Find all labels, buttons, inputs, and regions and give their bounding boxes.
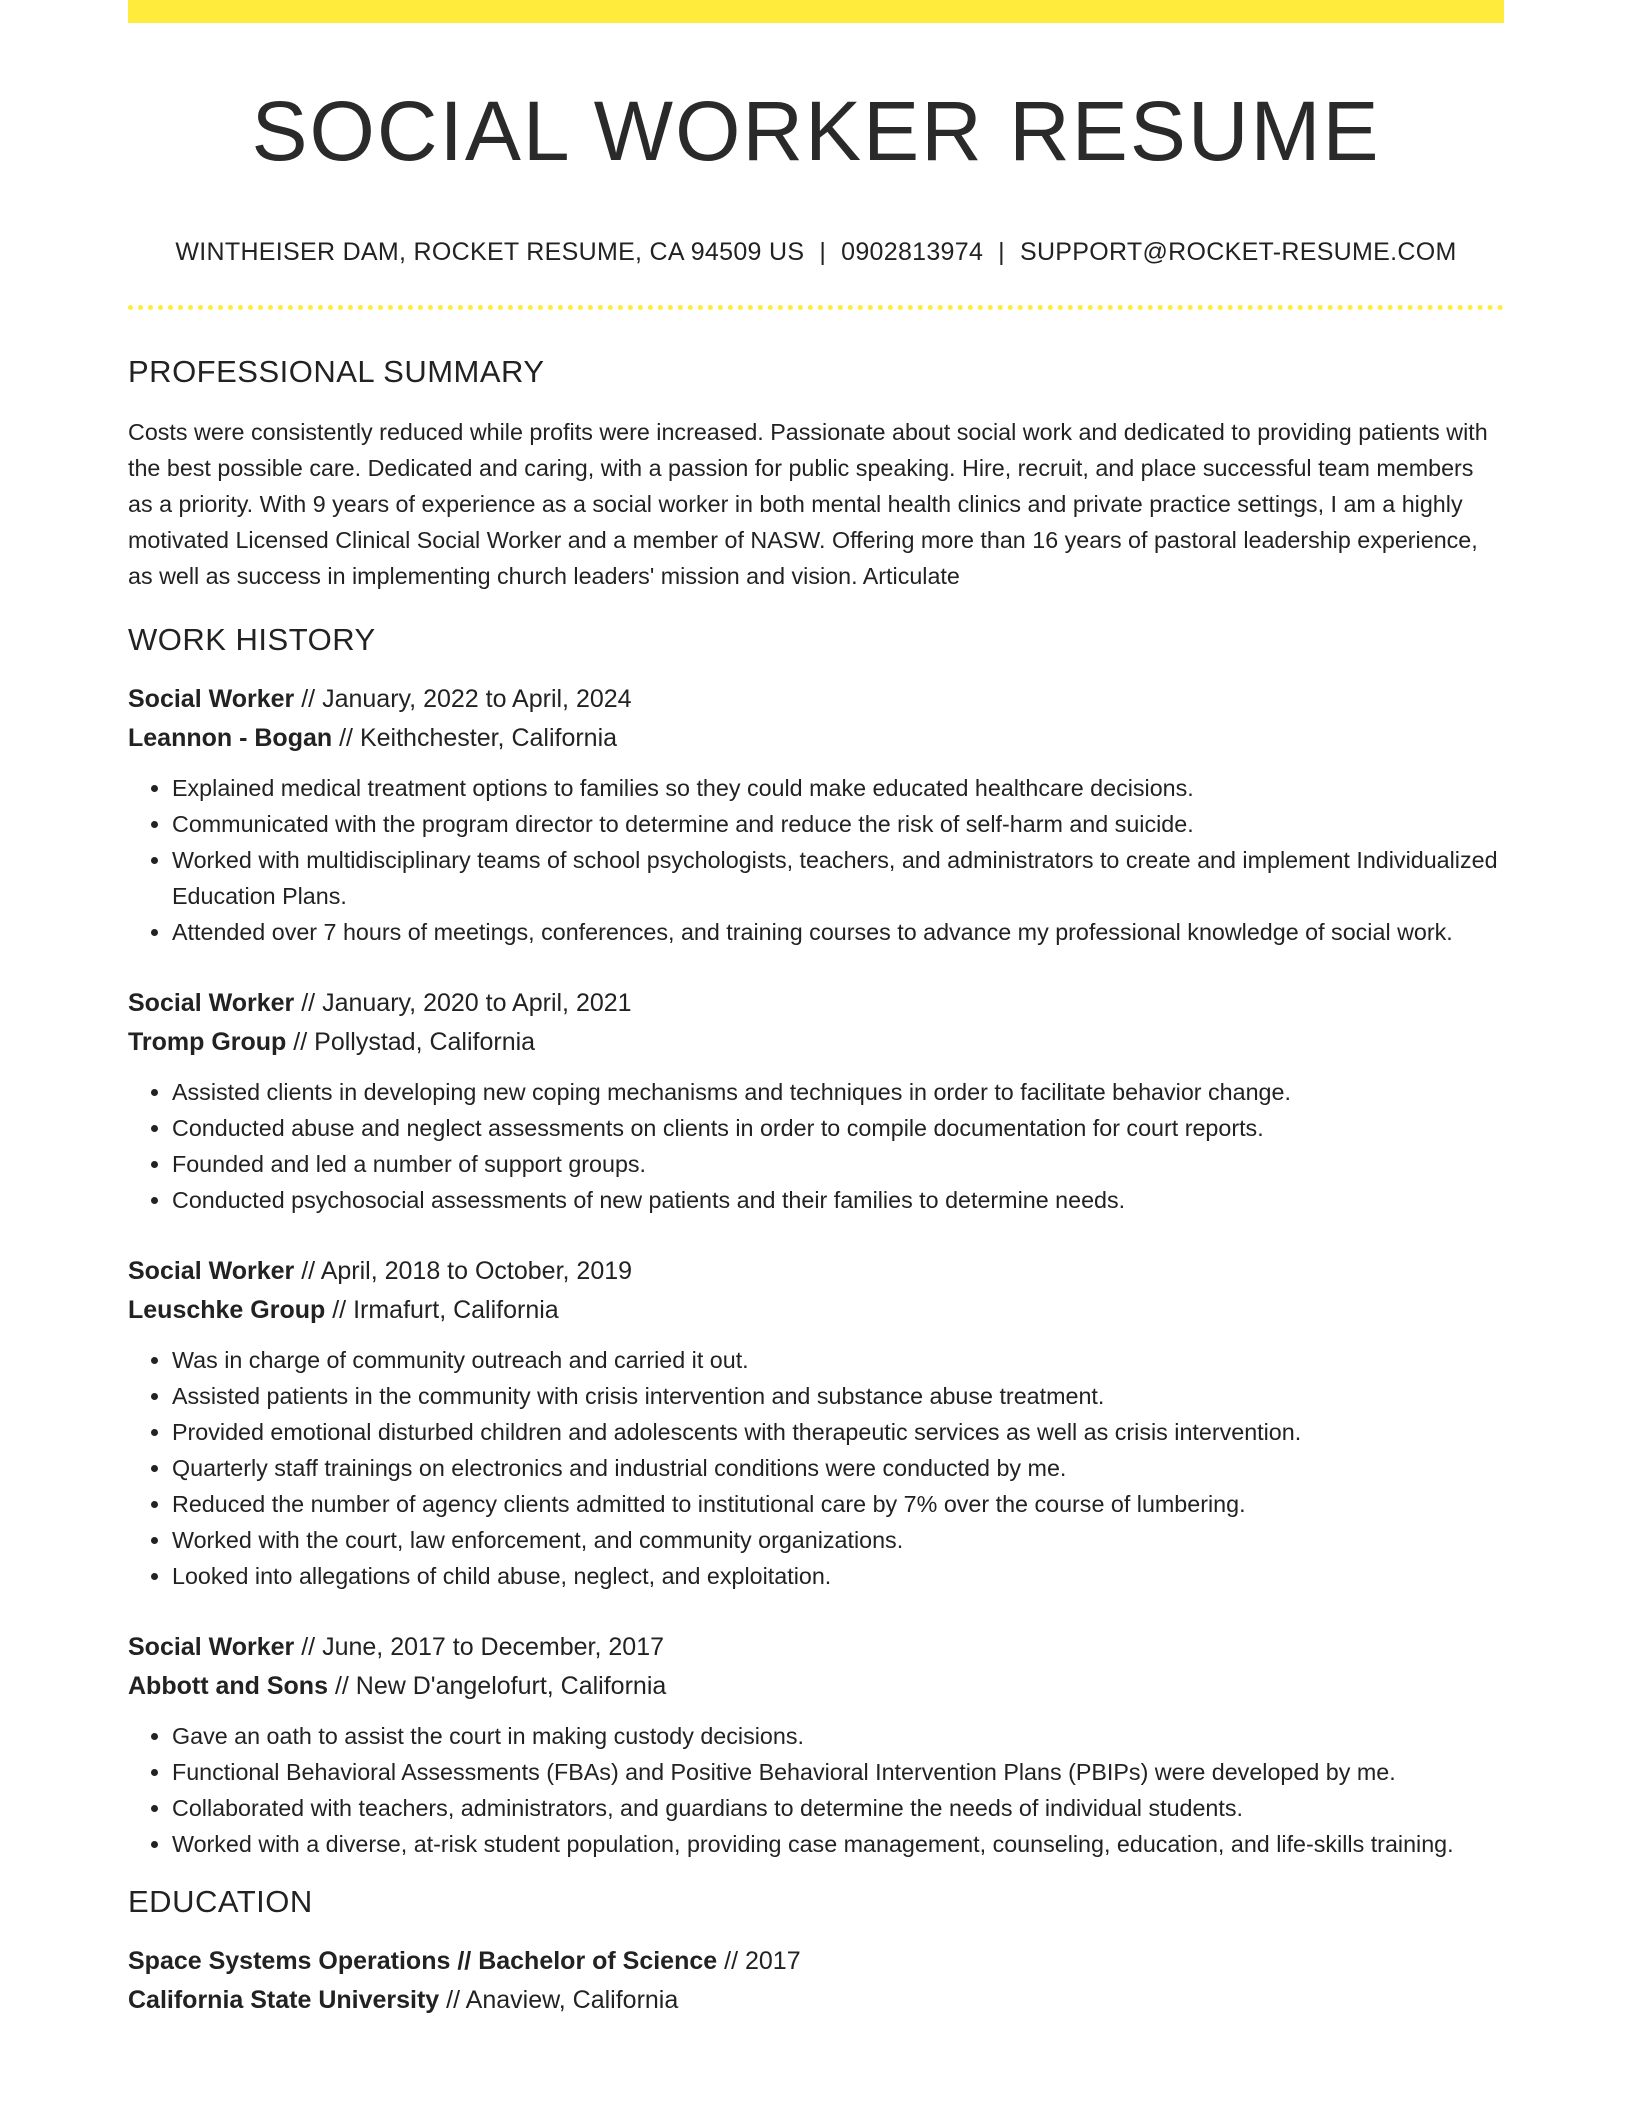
job-bullet: • Reduced the number of agency clients admitted to institutional care by 7% over the course of lumbering. [172, 1486, 1504, 1522]
separator: // [301, 988, 316, 1017]
job-bullet: • Gave an oath to assist the court in making custody decisions. [172, 1718, 1504, 1754]
contact-separator: | [819, 237, 827, 266]
job-location: Keithchester, California [359, 723, 618, 752]
job-bullet: • Was in charge of community outreach and carried it out. [172, 1342, 1504, 1378]
job-company-line [128, 1023, 1504, 1062]
separator: // [334, 1671, 349, 1700]
job-bullet: • Functional Behavioral Assessments (FBAs) and Positive Behavioral Intervention Plans (PBIPs) were developed by me. [172, 1754, 1504, 1790]
separator: // [724, 1946, 739, 1975]
job-title-line [128, 680, 1504, 719]
job-bullets [128, 1074, 1504, 1218]
job-company: Leannon - Bogan [128, 723, 333, 752]
separator: // [301, 684, 316, 713]
education-heading: EDUCATION [128, 1883, 313, 1919]
job-bullet: • Provided emotional disturbed children and adolescents with therapeutic services as well as crisis intervention. [172, 1414, 1504, 1450]
job-company: Abbott and Sons [128, 1671, 328, 1700]
job-bullet: • Looked into allegations of child abuse, neglect, and exploitation. [172, 1558, 1504, 1594]
job-entry [128, 984, 1504, 1218]
resume-name: SOCIAL WORKER RESUME [251, 84, 1381, 178]
separator: // [332, 1295, 347, 1324]
job-bullet: • Assisted clients in developing new coping mechanisms and techniques in order to facilitate behavior change. [172, 1074, 1504, 1110]
education-year: 2017 [744, 1946, 801, 1975]
summary-heading: PROFESSIONAL SUMMARY [128, 353, 545, 389]
summary-text: Costs were consistently reduced while profits were increased. Passionate about social work and dedicated to providing patients with the best possible care. Dedicated and caring, with a passion for public speaking. Hire, recruit, and place successful team members as a priority. With 9 years of experience as a social worker in both mental health clinics and private practice settings, I am a highly motivated Licensed Clinical Social Worker and a member of NASW. Offering more than 16 years of pastoral leadership experience, as well as success in implementing church leaders' mission and vision. Articulate [128, 418, 1488, 589]
job-dates: January, 2022 to April, 2024 [322, 684, 632, 713]
job-bullet: • Explained medical treatment options to families so they could make educated healthcare decisions. [172, 770, 1504, 806]
job-bullet: • Attended over 7 hours of meetings, conferences, and training courses to advance my professional knowledge of social work. [172, 914, 1504, 950]
dotted-divider [128, 305, 1504, 310]
job-location: Pollystad, California [314, 1027, 536, 1056]
separator: // [457, 1946, 472, 1975]
job-dates: June, 2017 to December, 2017 [322, 1632, 665, 1661]
separator: // [301, 1632, 316, 1661]
job-company-line [128, 1667, 1504, 1706]
contact-line [128, 238, 1504, 267]
job-company: Tromp Group [128, 1027, 287, 1056]
education-school: California State University [128, 1985, 440, 2014]
job-title: Social Worker [128, 1256, 295, 1285]
job-title: Social Worker [128, 684, 295, 713]
job-title-line [128, 984, 1504, 1023]
job-company-line [128, 719, 1504, 758]
job-location: New D'angelofurt, California [355, 1671, 667, 1700]
separator: // [339, 723, 354, 752]
work-history-heading: WORK HISTORY [128, 621, 376, 657]
job-dates: April, 2018 to October, 2019 [320, 1256, 633, 1285]
job-title-line [128, 1252, 1504, 1291]
job-bullet: • Conducted abuse and neglect assessments on clients in order to compile documentation for court reports. [172, 1110, 1504, 1146]
job-bullet: • Worked with multidisciplinary teams of school psychologists, teachers, and administrators to create and implement Individualized Education Plans. [172, 842, 1504, 914]
job-bullet: • Worked with the court, law enforcement, and community organizations. [172, 1522, 1504, 1558]
job-entry [128, 1628, 1504, 1862]
job-title-line [128, 1628, 1504, 1667]
education-degree: Bachelor of Science [478, 1946, 718, 1975]
education-degree-line [128, 1942, 1504, 1981]
accent-top-bar [128, 0, 1504, 23]
job-dates: January, 2020 to April, 2021 [322, 988, 632, 1017]
job-bullets [128, 1718, 1504, 1862]
job-company-line [128, 1291, 1504, 1330]
education-major: Space Systems Operations [128, 1946, 451, 1975]
job-title: Social Worker [128, 1632, 295, 1661]
contact-separator: | [998, 237, 1005, 266]
job-bullet: • Conducted psychosocial assessments of new patients and their families to determine needs. [172, 1182, 1504, 1218]
separator: // [446, 1985, 461, 2014]
separator: // [301, 1256, 316, 1285]
job-entry [128, 1252, 1504, 1594]
job-bullets [128, 770, 1504, 950]
job-bullet: • Collaborated with teachers, administrators, and guardians to determine the needs of individual students. [172, 1790, 1504, 1826]
resume-page [128, 0, 1504, 2020]
job-bullets [128, 1342, 1504, 1594]
contact-phone: 0902813974 [841, 237, 984, 266]
job-bullet: • Quarterly staff trainings on electronics and industrial conditions were conducted by me. [172, 1450, 1504, 1486]
education-entry [128, 1942, 1504, 2020]
job-bullet: • Worked with a diverse, at-risk student population, providing case management, counseling, education, and life-skills training. [172, 1826, 1504, 1862]
job-location: Irmafurt, California [353, 1295, 559, 1324]
job-bullet: • Communicated with the program director to determine and reduce the risk of self-harm and suicide. [172, 806, 1504, 842]
job-bullet: • Founded and led a number of support groups. [172, 1146, 1504, 1182]
education-school-line [128, 1981, 1504, 2020]
contact-address: WINTHEISER DAM, ROCKET RESUME, CA 94509 US [175, 237, 805, 266]
education-location: Anaview, California [465, 1985, 679, 2014]
job-title: Social Worker [128, 988, 295, 1017]
separator: // [293, 1027, 308, 1056]
job-bullet: • Assisted patients in the community with crisis intervention and substance abuse treatment. [172, 1378, 1504, 1414]
job-entry [128, 680, 1504, 950]
job-company: Leuschke Group [128, 1295, 326, 1324]
contact-email: SUPPORT@ROCKET-RESUME.COM [1019, 237, 1457, 266]
